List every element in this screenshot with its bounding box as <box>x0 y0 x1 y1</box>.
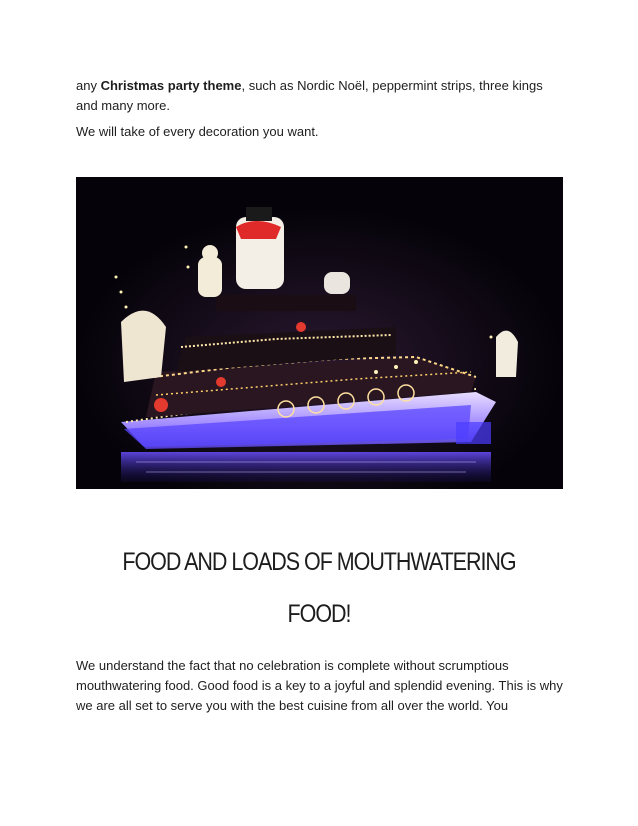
decoration-paragraph: We will take of every decoration you want. <box>76 124 319 139</box>
food-paragraph: We understand the fact that no celebration is complete without scrumptious mouthwatering food. Good food is a key to a joyful and splendid evening. This is why we are all set to serve you with the best cuisine from all over the world. You <box>76 658 563 713</box>
intro-prefix: any <box>76 78 101 93</box>
intro-bold-theme: Christmas party theme <box>100 78 242 93</box>
intro-suffix: , such as Nordic Noël, peppermint strips, three kings and many more. <box>76 78 543 113</box>
intro-paragraph <box>76 76 568 116</box>
section-heading-line-2: FOOD! <box>287 600 351 628</box>
decorated-yacht-photo <box>76 177 563 489</box>
yacht-illustration <box>76 177 563 489</box>
section-heading-line-1: FOOD AND LOADS OF MOUTHWATERING <box>122 548 516 576</box>
